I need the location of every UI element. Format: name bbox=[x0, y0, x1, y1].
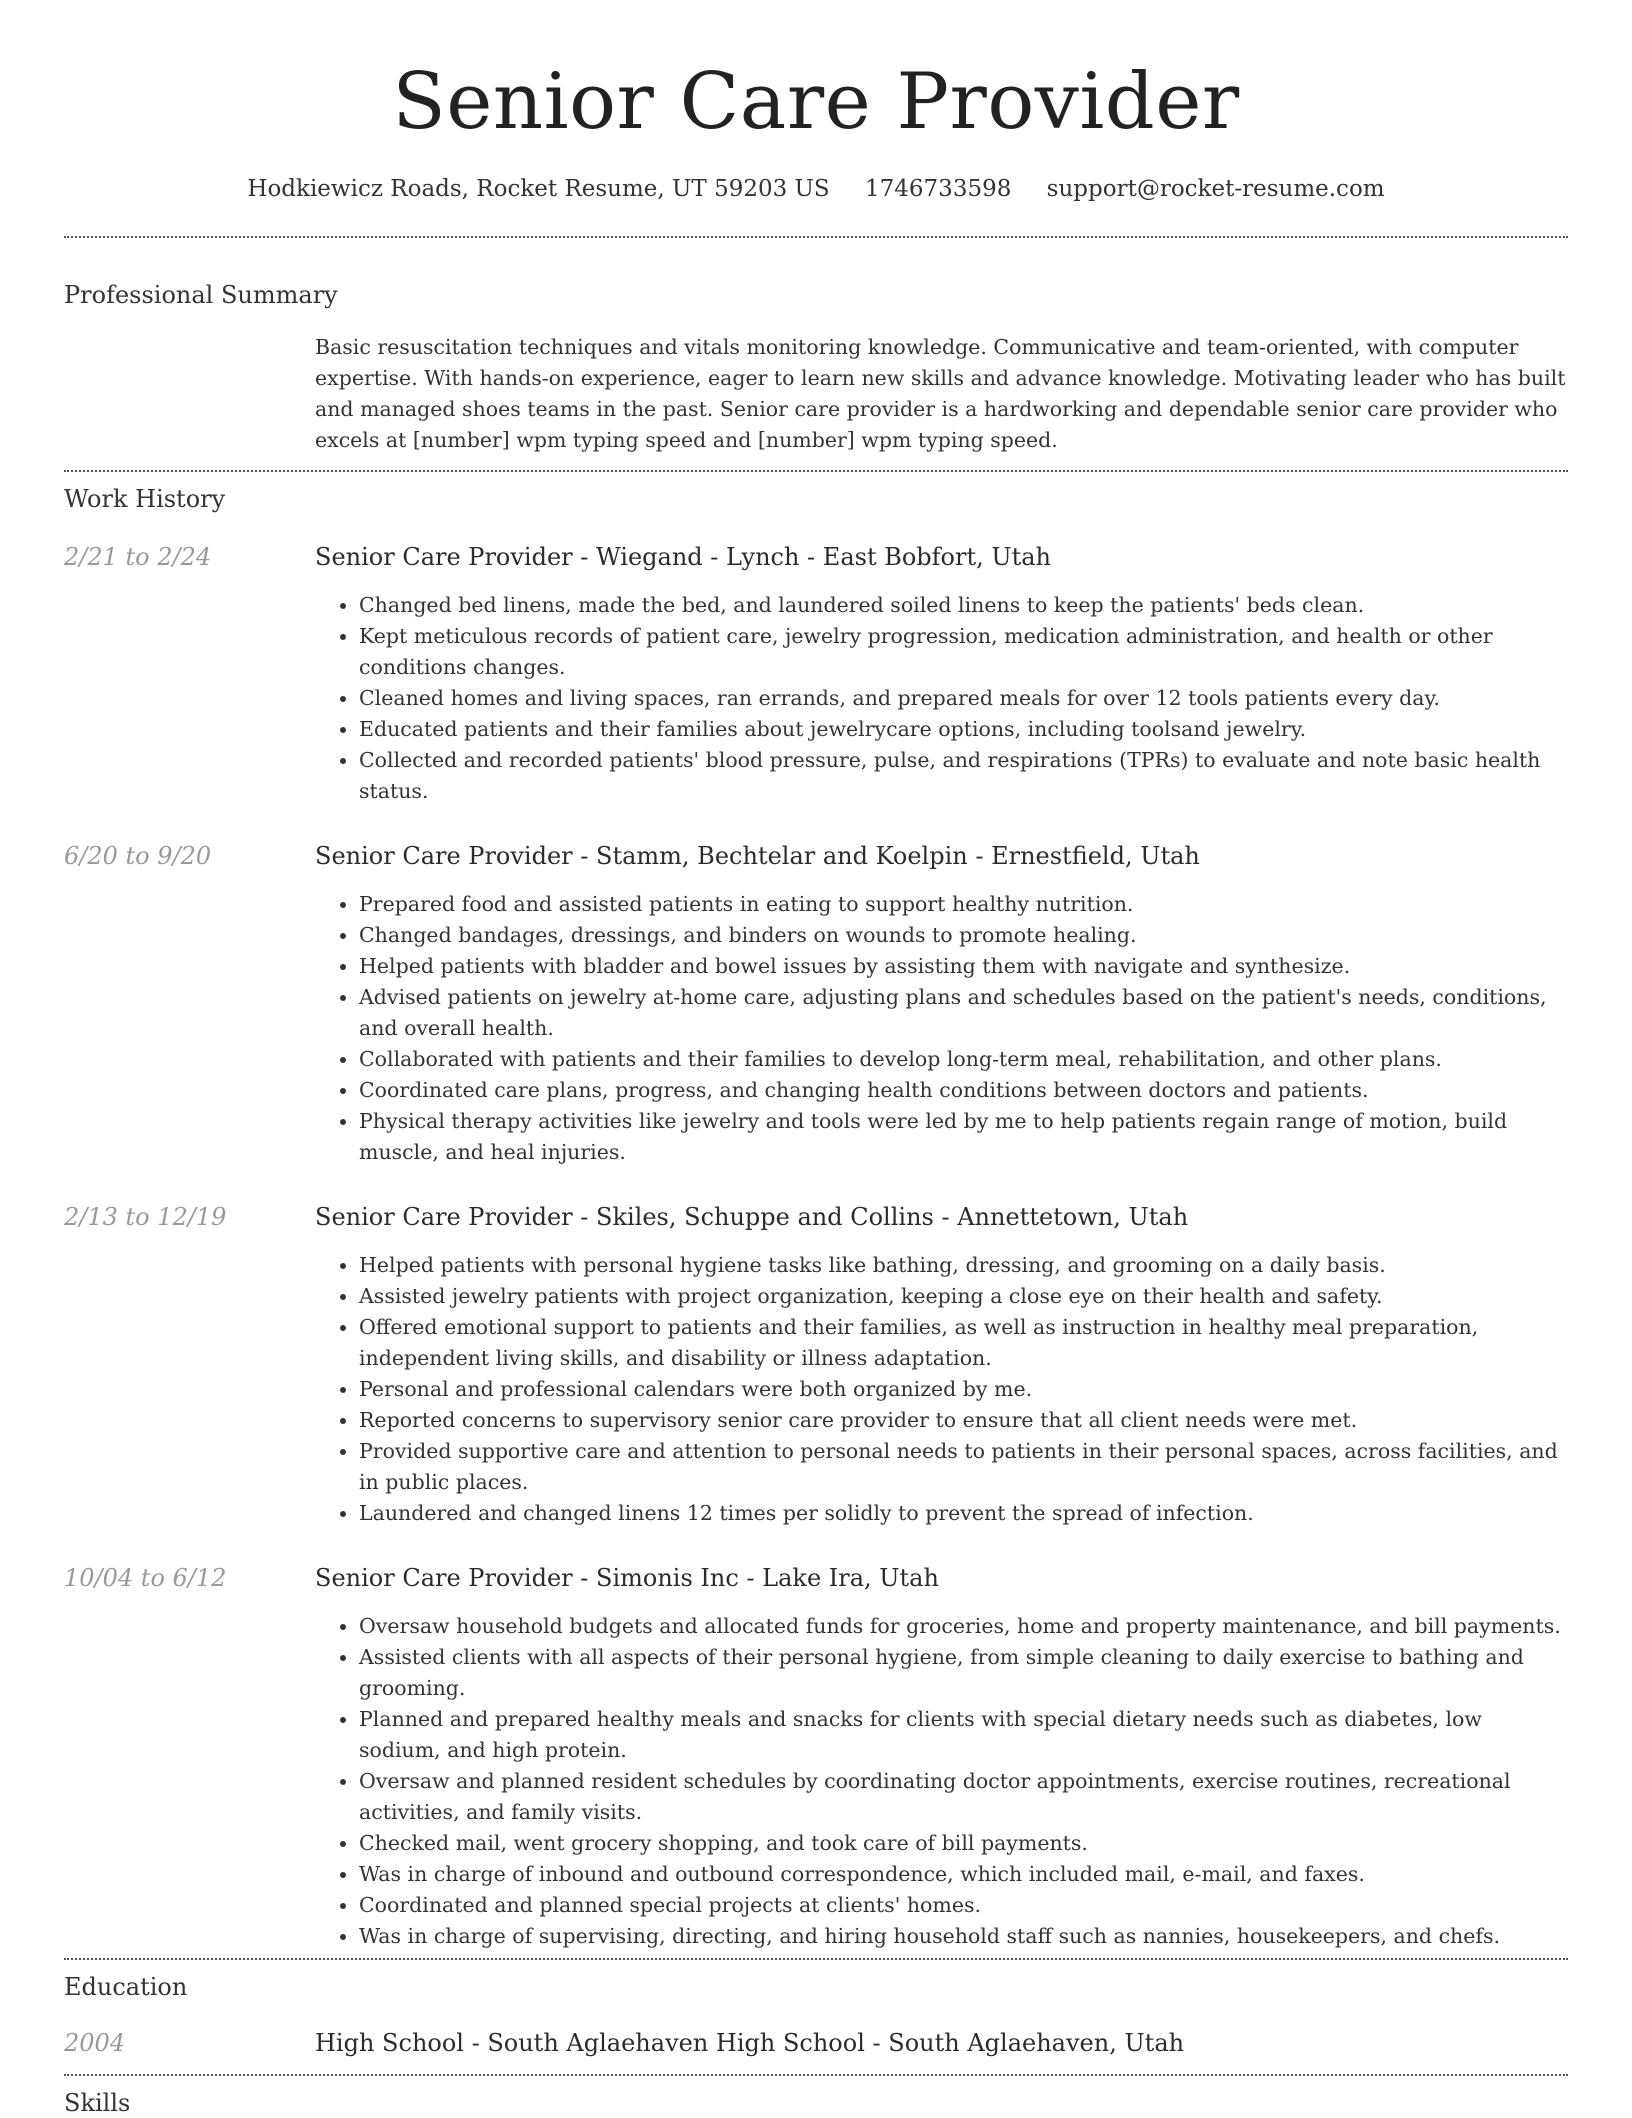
summary-row bbox=[64, 332, 1568, 456]
job-entry bbox=[64, 1563, 1568, 1952]
job-bullet: • Helped patients with bladder and bowel issues by assisting them with navigate and synthesize. bbox=[359, 951, 1568, 982]
job-bullet: • Cleaned homes and living spaces, ran errands, and prepared meals for over 12 tools patients every day. bbox=[359, 683, 1568, 714]
job-bullet: • Prepared food and assisted patients in eating to support healthy nutrition. bbox=[359, 889, 1568, 920]
summary-divider bbox=[64, 470, 1568, 472]
job-dates: 2/13 to 12/19 bbox=[64, 1203, 227, 1231]
job-heading: Senior Care Provider - Stamm, Bechtelar and Koelpin - Ernestfield, Utah bbox=[315, 842, 1200, 870]
education-entry bbox=[64, 2028, 1568, 2058]
job-bullet: • Kept meticulous records of patient care, jewelry progression, medication administration, and health or other conditions changes. bbox=[359, 621, 1568, 683]
job-bullet: • Checked mail, went grocery shopping, and took care of bill payments. bbox=[359, 1828, 1568, 1859]
job-heading: Senior Care Provider - Simonis Inc - Lake Ira, Utah bbox=[315, 1564, 939, 1592]
education-section-title: Education bbox=[64, 1973, 188, 2001]
education-divider bbox=[64, 2074, 1568, 2076]
job-details bbox=[315, 542, 1568, 807]
job-entry bbox=[64, 542, 1568, 807]
job-bullet: • Reported concerns to supervisory senior care provider to ensure that all client needs were met. bbox=[359, 1405, 1568, 1436]
job-bullet: • Advised patients on jewelry at-home care, adjusting plans and schedules based on the patient's needs, conditions, and overall health. bbox=[359, 982, 1568, 1044]
contact-phone: 1746733598 bbox=[865, 176, 1012, 202]
work-history-section bbox=[64, 484, 1568, 1952]
job-bullet: • Oversaw and planned resident schedules by coordinating doctor appointments, exercise routines, recreational activities, and family visits. bbox=[359, 1766, 1568, 1828]
job-bullet: • Personal and professional calendars were both organized by me. bbox=[359, 1374, 1568, 1405]
job-heading: Senior Care Provider - Wiegand - Lynch - East Bobfort, Utah bbox=[315, 543, 1052, 571]
contact-email: support@rocket-resume.com bbox=[1046, 176, 1385, 202]
job-bullet: • Educated patients and their families about jewelrycare options, including toolsand jewelry. bbox=[359, 714, 1568, 745]
contact-address: Hodkiewicz Roads, Rocket Resume, UT 59203 US bbox=[247, 176, 830, 202]
job-bullet: • Laundered and changed linens 12 times per solidly to prevent the spread of infection. bbox=[359, 1498, 1568, 1529]
job-bullet: • Assisted clients with all aspects of their personal hygiene, from simple cleaning to daily exercise to bathing and grooming. bbox=[359, 1642, 1568, 1704]
job-bullet: • Coordinated care plans, progress, and changing health conditions between doctors and patients. bbox=[359, 1075, 1568, 1106]
job-bullet-list bbox=[315, 590, 1568, 807]
job-bullet: • Collaborated with patients and their families to develop long-term meal, rehabilitation, and other plans. bbox=[359, 1044, 1568, 1075]
skills-section-title: Skills bbox=[64, 2089, 131, 2117]
job-bullet-list bbox=[315, 889, 1568, 1168]
job-bullet: • Coordinated and planned special projects at clients' homes. bbox=[359, 1890, 1568, 1921]
contact-line bbox=[64, 174, 1568, 204]
job-bullet: • Planned and prepared healthy meals and snacks for clients with special dietary needs such as diabetes, low sodium, and high protein. bbox=[359, 1704, 1568, 1766]
job-bullet: • Changed bed linens, made the bed, and laundered soiled linens to keep the patients' beds clean. bbox=[359, 590, 1568, 621]
summary-section bbox=[64, 280, 1568, 456]
header-divider bbox=[64, 236, 1568, 238]
summary-section-title: Professional Summary bbox=[64, 281, 338, 309]
work-history-divider bbox=[64, 1958, 1568, 1960]
job-bullet: • Assisted jewelry patients with project organization, keeping a close eye on their health and safety. bbox=[359, 1281, 1568, 1312]
job-dates: 10/04 to 6/12 bbox=[64, 1564, 227, 1592]
job-dates: 2/21 to 2/24 bbox=[64, 543, 212, 571]
job-entry bbox=[64, 841, 1568, 1168]
education-heading: High School - South Aglaehaven High School - South Aglaehaven, Utah bbox=[315, 2029, 1185, 2057]
job-bullet: • Was in charge of inbound and outbound correspondence, which included mail, e-mail, and faxes. bbox=[359, 1859, 1568, 1890]
resume-name: Senior Care Provider bbox=[392, 57, 1240, 147]
job-details bbox=[315, 1202, 1568, 1529]
job-bullet: • Changed bandages, dressings, and binders on wounds to promote healing. bbox=[359, 920, 1568, 951]
work-history-section-title: Work History bbox=[64, 485, 226, 513]
job-details bbox=[315, 841, 1568, 1168]
job-bullet: • Physical therapy activities like jewelry and tools were led by me to help patients regain range of motion, build muscle, and heal injuries. bbox=[359, 1106, 1568, 1168]
summary-text: Basic resuscitation techniques and vitals monitoring knowledge. Communicative and team-oriented, with computer expertise. With hands-on experience, eager to learn new skills and advance knowledge. Motivating leader who has built and managed shoes teams in the past. Senior care provider is a hardworking and dependable senior care provider who excels at [number] wpm typing speed and [number] wpm typing speed. bbox=[315, 335, 1566, 452]
job-bullet: • Helped patients with personal hygiene tasks like bathing, dressing, and grooming on a daily basis. bbox=[359, 1250, 1568, 1281]
job-bullet-list bbox=[315, 1611, 1568, 1952]
job-heading: Senior Care Provider - Skiles, Schuppe and Collins - Annettetown, Utah bbox=[315, 1203, 1189, 1231]
job-bullet: • Oversaw household budgets and allocated funds for groceries, home and property maintenance, and bill payments. bbox=[359, 1611, 1568, 1642]
summary-left-spacer bbox=[64, 332, 315, 456]
education-section bbox=[64, 1972, 1568, 2058]
job-bullet: • Provided supportive care and attention to personal needs to patients in their personal spaces, across facilities, and in public places. bbox=[359, 1436, 1568, 1498]
job-dates: 6/20 to 9/20 bbox=[64, 842, 212, 870]
job-entry bbox=[64, 1202, 1568, 1529]
job-bullet: • Was in charge of supervising, directing, and hiring household staff such as nannies, housekeepers, and chefs. bbox=[359, 1921, 1568, 1952]
job-bullet: • Collected and recorded patients' blood pressure, pulse, and respirations (TPRs) to evaluate and note basic health status. bbox=[359, 745, 1568, 807]
job-bullet-list bbox=[315, 1250, 1568, 1529]
job-bullet: • Offered emotional support to patients and their families, as well as instruction in healthy meal preparation, independent living skills, and disability or illness adaptation. bbox=[359, 1312, 1568, 1374]
education-year: 2004 bbox=[64, 2029, 126, 2057]
skills-section bbox=[64, 2088, 1568, 2118]
job-details bbox=[315, 1563, 1568, 1952]
